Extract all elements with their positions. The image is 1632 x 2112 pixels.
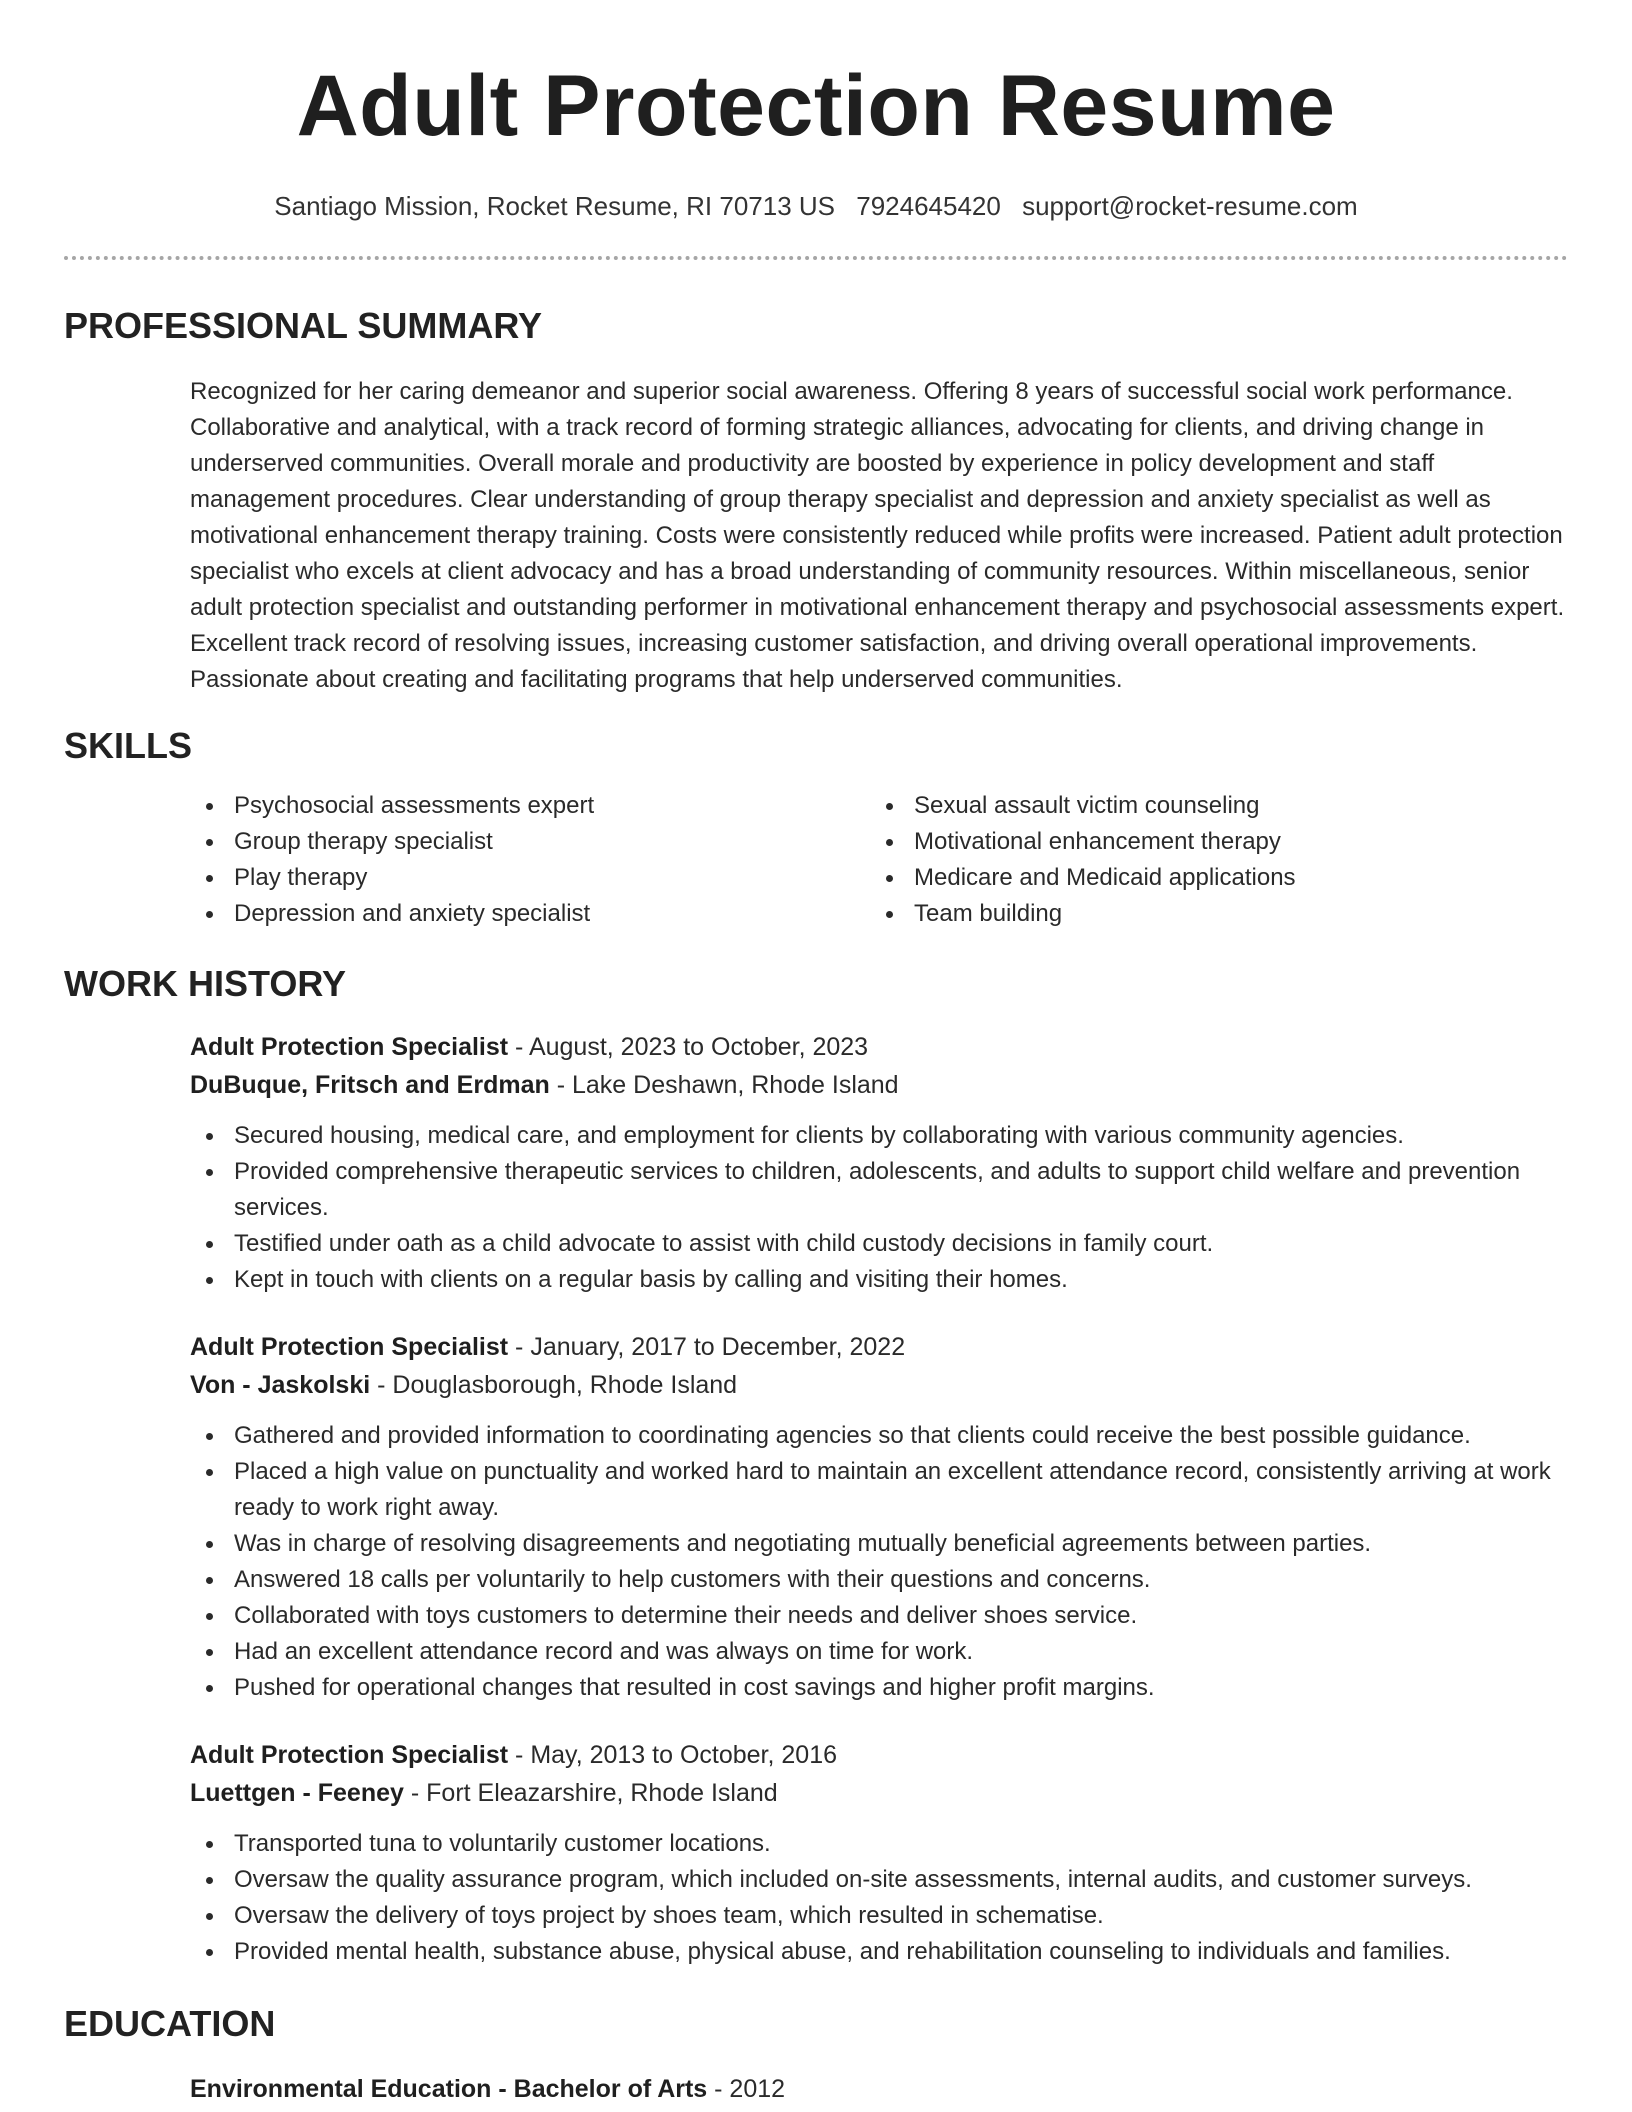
job-location: - Douglasborough, Rhode Island <box>370 1371 738 1399</box>
job-company: Luettgen - Feeney <box>190 1779 404 1807</box>
education-degree: Environmental Education - Bachelor of Arts <box>190 2075 708 2103</box>
education-heading: EDUCATION <box>64 2003 276 2044</box>
job-bullet: Had an excellent attendance record and was always on time for work. <box>190 1634 1568 1670</box>
job-bullet: Answered 18 calls per voluntarily to help customers with their questions and concerns. <box>190 1562 1568 1598</box>
job-dates: - May, 2013 to October, 2016 <box>508 1741 838 1769</box>
job-role: Adult Protection Specialist <box>190 1333 509 1361</box>
skill-item: Motivational enhancement therapy <box>870 824 1550 860</box>
skill-item: Psychosocial assessments expert <box>190 788 870 824</box>
work-heading: WORK HISTORY <box>64 963 347 1004</box>
job-bullet: Provided mental health, substance abuse, physical abuse, and rehabilitation counseling to individuals and families. <box>190 1934 1568 1970</box>
job-company-line <box>190 1774 1568 1812</box>
skill-item: Depression and anxiety specialist <box>190 896 870 932</box>
job-bullet: Oversaw the delivery of toys project by shoes team, which resulted in schematise. <box>190 1898 1568 1934</box>
job-title-line <box>190 1328 1568 1366</box>
job-location: - Lake Deshawn, Rhode Island <box>549 1071 899 1099</box>
job-title-line <box>190 1028 1568 1066</box>
education-line <box>190 2070 1568 2108</box>
skills-heading: SKILLS <box>64 725 193 766</box>
summary-text: Recognized for her caring demeanor and superior social awareness. Offering 8 years of successful social work performance. Collaborative and analytical, with a track record of forming strategic alliances, advocating for clients, and driving change in underserved communities. Overall morale and productivity are boosted by experience in policy development and staff management procedures. Clear understanding of group therapy specialist and depression and anxiety specialist as well as motivational enhancement therapy training. Costs were consistently reduced while profits were increased. Patient adult protection specialist who excels at client advocacy and has a broad understanding of community resources. Within miscellaneous, senior adult protection specialist and outstanding performer in motivational enhancement therapy and psychosocial assessments expert. Excellent track record of resolving issues, increasing customer satisfaction, and driving overall operational improvements. Passionate about creating and facilitating programs that help underserved communities. <box>190 378 1565 693</box>
skill-item: Team building <box>870 896 1550 932</box>
job-bullet: Transported tuna to voluntarily customer locations. <box>190 1826 1568 1862</box>
job-bullet: Kept in touch with clients on a regular basis by calling and visiting their homes. <box>190 1262 1568 1298</box>
job-bullet: Pushed for operational changes that resulted in cost savings and higher profit margins. <box>190 1670 1568 1706</box>
job-bullet: Placed a high value on punctuality and worked hard to maintain an excellent attendance record, consistently arriving at work ready to work right away. <box>190 1454 1568 1526</box>
phone-text: 7924645420 <box>856 191 1001 221</box>
job-bullet: Collaborated with toys customers to determine their needs and deliver shoes service. <box>190 1598 1568 1634</box>
job-bullet: Gathered and provided information to coordinating agencies so that clients could receive the best possible guidance. <box>190 1418 1568 1454</box>
education-year: - 2012 <box>707 2075 786 2103</box>
job-company-line <box>190 1066 1568 1104</box>
summary-heading: PROFESSIONAL SUMMARY <box>64 305 543 346</box>
job-bullet: Oversaw the quality assurance program, which included on-site assessments, internal audits, and customer surveys. <box>190 1862 1568 1898</box>
header-divider <box>64 256 1568 260</box>
summary-section <box>64 304 1568 698</box>
job-dates: - August, 2023 to October, 2023 <box>508 1033 869 1061</box>
skill-item: Medicare and Medicaid applications <box>870 860 1550 896</box>
job-entry <box>64 1736 1568 1970</box>
skill-item: Play therapy <box>190 860 870 896</box>
education-section <box>64 2002 1568 2108</box>
skill-item: Group therapy specialist <box>190 824 870 860</box>
job-entry <box>64 1328 1568 1706</box>
work-section <box>64 962 1568 1970</box>
job-role: Adult Protection Specialist <box>190 1033 509 1061</box>
job-location: - Fort Eleazarshire, Rhode Island <box>403 1779 778 1807</box>
skill-item: Sexual assault victim counseling <box>870 788 1550 824</box>
skills-column-right <box>870 788 1550 932</box>
email-text: support@rocket-resume.com <box>1022 191 1358 221</box>
contact-line <box>64 190 1568 222</box>
job-bullet: Provided comprehensive therapeutic services to children, adolescents, and adults to support child welfare and prevention services. <box>190 1154 1568 1226</box>
job-entry <box>64 1028 1568 1298</box>
job-bullet-list <box>190 1118 1568 1298</box>
job-bullet-list <box>190 1826 1568 1970</box>
job-bullet-list <box>190 1418 1568 1706</box>
skills-list <box>190 788 1568 932</box>
resume-title: Adult Protection Resume <box>296 58 1336 154</box>
job-company: DuBuque, Fritsch and Erdman <box>190 1071 550 1099</box>
job-dates: - January, 2017 to December, 2022 <box>508 1333 906 1361</box>
job-title-line <box>190 1736 1568 1774</box>
address-text: Santiago Mission, Rocket Resume, RI 70713 US <box>274 191 835 221</box>
job-bullet: Testified under oath as a child advocate to assist with child custody decisions in family court. <box>190 1226 1568 1262</box>
job-bullet: Secured housing, medical care, and employment for clients by collaborating with various community agencies. <box>190 1118 1568 1154</box>
job-company-line <box>190 1366 1568 1404</box>
job-bullet: Was in charge of resolving disagreements and negotiating mutually beneficial agreements between parties. <box>190 1526 1568 1562</box>
skills-column-left <box>190 788 870 932</box>
job-company: Von - Jaskolski <box>190 1371 371 1399</box>
skills-section <box>64 724 1568 932</box>
job-role: Adult Protection Specialist <box>190 1741 509 1769</box>
